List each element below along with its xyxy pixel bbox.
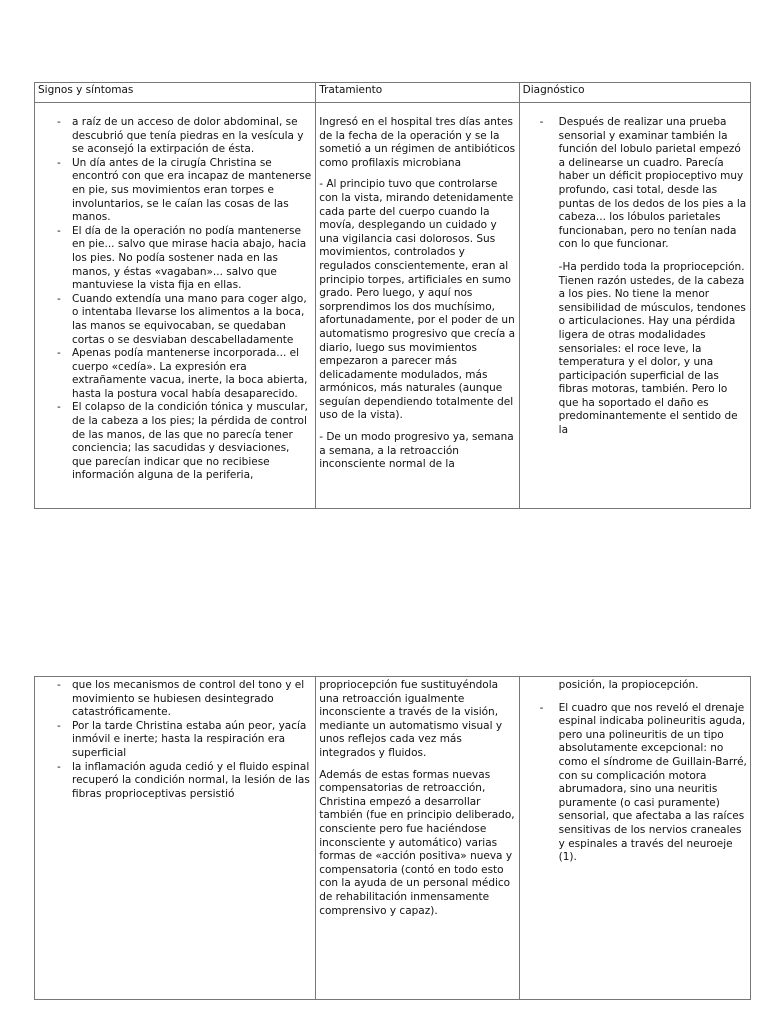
list-item: - a raíz de un acceso de dolor abdominal, se descubrió que tenía piedras en la vesícula y se aconsejó la extirpación de ésta. [35, 116, 315, 157]
column-diagnostico-cont [520, 677, 750, 999]
list-item-continuation: - que los mecanismos de control del tono y el movimiento se hubiesen desintegrado catastróficamente. [35, 679, 315, 720]
list-item: - Apenas podía mantenerse incorporada... el cuerpo «cedía». La expresión era extrañamente vacua, inerte, la boca abierta, hasta la postura vocal había desaparecido. [35, 347, 315, 401]
column-tratamiento-cont [316, 677, 519, 999]
sintomas-list-cont [35, 679, 315, 801]
tratamiento-paragraph: - Al principio tuvo que controlarse con la vista, mirando detenidamente cada parte del cuerpo cuando la movía, desplegando un cuidado y una vigilancia casi dolorosos. Sus movimientos, controlados y regulados conscientemente, eran al principio torpes, artificiales en sumo grado. Pero luego, y aquí nos sorprendimos los dos muchísimo, afortunadamente, por el poder de un automatismo progresivo que crecía a diario, luego sus movimientos empezaron a parecer más delicadamente modulados, más armónicos, más naturales (aunque seguían dependiendo totalmente del uso de la vista). [319, 178, 516, 422]
diagnostico-paragraph: -Ha perdido toda la propriocepción. Tienen razón ustedes, de la cabeza a los pies. No tiene la menor sensibilidad de músculos, tendones o articulaciones. Hay una pérdida ligera de otras modalidades sensoriales: el roce leve, la temperatura y el dolor, y una participación superficial de las fibras motoras, también. Pero lo que ha soportado el daño es predominantemente el sentido de la [558, 260, 746, 437]
column-tratamiento [316, 83, 519, 508]
tratamiento-paragraph: propriocepción fue sustituyéndola una retroacción igualmente inconsciente a través de la visión, mediante un automatismo visual y unos reflejos cada vez más integrados y fluidos. [319, 679, 503, 759]
column-signos-sintomas-cont [35, 677, 316, 999]
list-item: - El colapso de la condición tónica y muscular, de la cabeza a los pies; la pérdida de control de las manos, de las que no parecía tener conciencia; las sacudidas y desviaciones, que parecían indicar que no recibiese información alguna de la periferia, [35, 401, 315, 483]
table-1 [34, 82, 751, 509]
tratamiento-paragraph: Ingresó en el hospital tres días antes de la fecha de la operación y se la sometió a un régimen de antibióticos como profilaxis microbiana [319, 116, 516, 169]
diagnostico-continuation: posición, la propiocepción. [558, 679, 699, 691]
list-item: - Después de realizar una prueba sensorial y examinar también la función del lobulo parietal empezó a delinearse un cuadro. Parecía haber un déficit propioceptivo muy profundo, casi total, desde las puntas de los dedos de los pies a la cabeza... los lóbulos parietales funcionaban, pero no tenían nada con lo que funcionar. [520, 116, 750, 252]
list-item: - Un día antes de la cirugía Christina se encontró con que era incapaz de mantenerse en pie, sus movimientos eran torpes e involuntarios, se le caían las cosas de las manos. [35, 157, 315, 225]
column-diagnostico [520, 83, 750, 508]
list-item: - El cuadro que nos reveló el drenaje espinal indicaba polineuritis aguda, pero una polineuritis de un tipo absolutamente excepcional: no como el síndrome de Guillain-Barré, con su complicación motora abrumadora, sino una neuritis puramente (o casi puramente) sensorial, que afectaba a las raíces sensitivas de los nervios craneales y espinales a través del neuroeje (1). [520, 702, 750, 865]
diagnostico-list-cont [520, 702, 750, 865]
header-diagnostico: Diagnóstico [520, 83, 750, 103]
tratamiento-paragraph: - De un modo progresivo ya, semana a semana, a la retroacción inconsciente normal de la [319, 431, 514, 471]
list-item: - Cuando extendía una mano para coger algo, o intentaba llevarse los alimentos a la boca, las manos se equivocaban, se quedaban cortas o se desviaban descabelladamente [35, 293, 315, 347]
table-2 [34, 676, 751, 1000]
sintomas-list [35, 116, 315, 483]
header-signos-sintomas: Signos y síntomas [35, 83, 315, 103]
header-tratamiento: Tratamiento [316, 83, 518, 103]
column-signos-sintomas [35, 83, 316, 508]
list-item: - Por la tarde Christina estaba aún peor, yacía inmóvil e inerte; hasta la respiración era superficial [35, 720, 315, 761]
list-item: - El día de la operación no podía mantenerse en pie... salvo que mirase hacia abajo, hacia los pies. No podía sostener nada en las manos, y éstas «vagaban»... salvo que mantuviese la vista fija en ellas. [35, 225, 315, 293]
tratamiento-paragraph: Además de estas formas nuevas compensatorias de retroacción, Christina empezó a desarrollar también (fue en principio deliberado, consciente pero fue haciéndose inconsciente y automático) varias formas de «acción positiva» nueva y compensatoria (contó en todo esto con la ayuda de un personal médico de rehabilitación inmensamente comprensivo y capaz). [319, 768, 515, 917]
list-item: - la inflamación aguda cedió y el fluido espinal recuperó la condición normal, la lesión de las fibras proprioceptivas persistió [35, 761, 315, 802]
diagnostico-list [520, 116, 750, 252]
